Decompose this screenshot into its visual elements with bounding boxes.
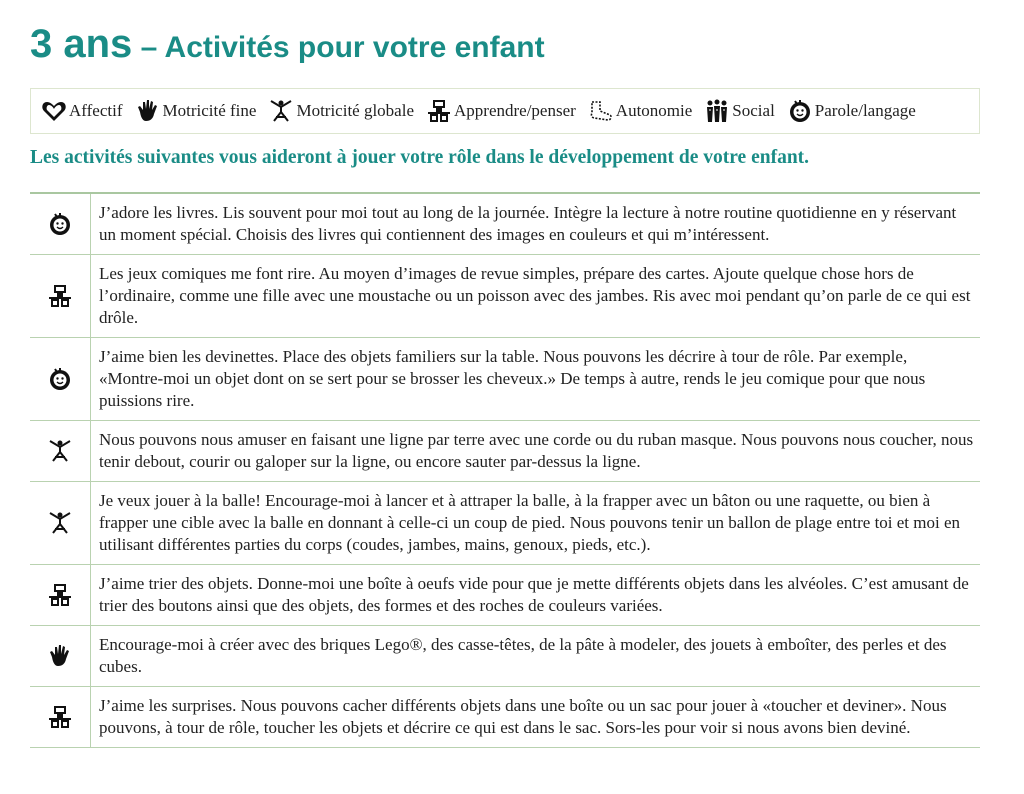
people-icon [704, 98, 730, 124]
activity-row [30, 338, 980, 421]
activity-row [30, 482, 980, 565]
legend-item-parole [787, 98, 916, 124]
legend-label: Affectif [69, 101, 123, 120]
legend-item-autonomie [588, 98, 693, 124]
legend-item-apprendre [426, 98, 576, 124]
legend-label: Autonomie [615, 101, 693, 120]
activity-row [30, 565, 980, 626]
legend-label: Apprendre/penser [454, 101, 576, 120]
blocks-icon [47, 283, 73, 309]
legend-label: Parole/langage [814, 101, 916, 120]
activity-text: Je veux jouer à la balle! Encourage-moi à lancer et à attraper la balle, à la frapper avec un bâton ou une raquette, ou bien à frapper une cible avec la balle en donnant à celle-ci un coup de pied. Nous pouvons tenir un ballon de plage entre toi et moi en utilisant différentes parties du corps (coudes, jambes, mains, genoux, pieds, etc.). [99, 491, 961, 554]
legend-bar [30, 88, 980, 134]
title-rest: – Activités pour votre enfant [132, 31, 545, 64]
page-title [30, 22, 545, 67]
activity-row [30, 421, 980, 482]
heart-icon [41, 98, 67, 124]
sock-icon [588, 98, 614, 124]
figure-icon [47, 510, 73, 536]
legend-item-motricite-globale [268, 98, 414, 124]
activity-text: J’aime les surprises. Nous pouvons cacher différents objets dans une boîte ou un sac pour jouer à «toucher et deviner». Nous pouvons, à tour de rôle, toucher les objets et décrire ce qui est dans le sac. Sors-les pour voir si nous avons bien deviné. [99, 696, 947, 737]
activity-row [30, 194, 980, 255]
face-icon [787, 98, 813, 124]
activity-text: Les jeux comiques me font rire. Au moyen d’images de revue simples, prépare des cartes. Ajoute quelque chose hors de l’ordinaire, comme une fille avec une moustache ou un poisson avec des jambes. Ris avec moi pendant qu’on parle de ce qui est drôle. [99, 264, 971, 327]
legend-item-social [704, 98, 775, 124]
activity-text: Encourage-moi à créer avec des briques Lego®, des casse-têtes, de la pâte à modeler, des jouets à emboîter, des perles et des cubes. [99, 635, 947, 676]
legend-label: Motricité fine [162, 101, 257, 120]
activity-text: J’aime trier des objets. Donne-moi une boîte à oeufs vide pour que je mette différents objets dans les alvéoles. C’est amusant de trier des boutons ainsi que des objets, des formes et des roches de couleurs variées. [99, 574, 969, 615]
activity-list [30, 192, 980, 748]
activity-text: J’aime bien les devinettes. Place des objets familiers sur la table. Nous pouvons les décrire à tour de rôle. Par exemple, «Montre-moi un objet dont on se sert pour se brosser les cheveux.» De temps à autre, rends le jeu comique pour que nous puissions rire. [99, 347, 926, 410]
figure-icon [268, 98, 294, 124]
legend-item-affectif [41, 98, 123, 124]
activity-row [30, 687, 980, 748]
activity-row [30, 626, 980, 687]
figure-icon [47, 438, 73, 464]
face-icon [47, 211, 73, 237]
legend-label: Social [732, 101, 775, 120]
hand-icon [47, 643, 73, 669]
subtitle: Les activités suivantes vous aideront à jouer votre rôle dans le développement de votre enfant. [30, 147, 810, 168]
activity-text: J’adore les livres. Lis souvent pour moi tout au long de la journée. Intègre la lecture à notre routine quotidienne en y réservant un moment spécial. Choisis des livres qui contiennent des images en couleurs et qui m’intéressent. [99, 203, 957, 244]
blocks-icon [47, 704, 73, 730]
legend-item-motricite-fine [135, 98, 257, 124]
hand-icon [135, 98, 161, 124]
activity-row [30, 255, 980, 338]
activity-text: Nous pouvons nous amuser en faisant une ligne par terre avec une corde ou du ruban masque. Nous pouvons nous coucher, nous tenir debout, courir ou galoper sur la ligne, ou encore sauter par-dessus la ligne. [99, 430, 974, 471]
blocks-icon [426, 98, 452, 124]
face-icon [47, 366, 73, 392]
blocks-icon [47, 582, 73, 608]
legend-label: Motricité globale [296, 101, 415, 120]
title-age: 3 ans [30, 22, 133, 66]
